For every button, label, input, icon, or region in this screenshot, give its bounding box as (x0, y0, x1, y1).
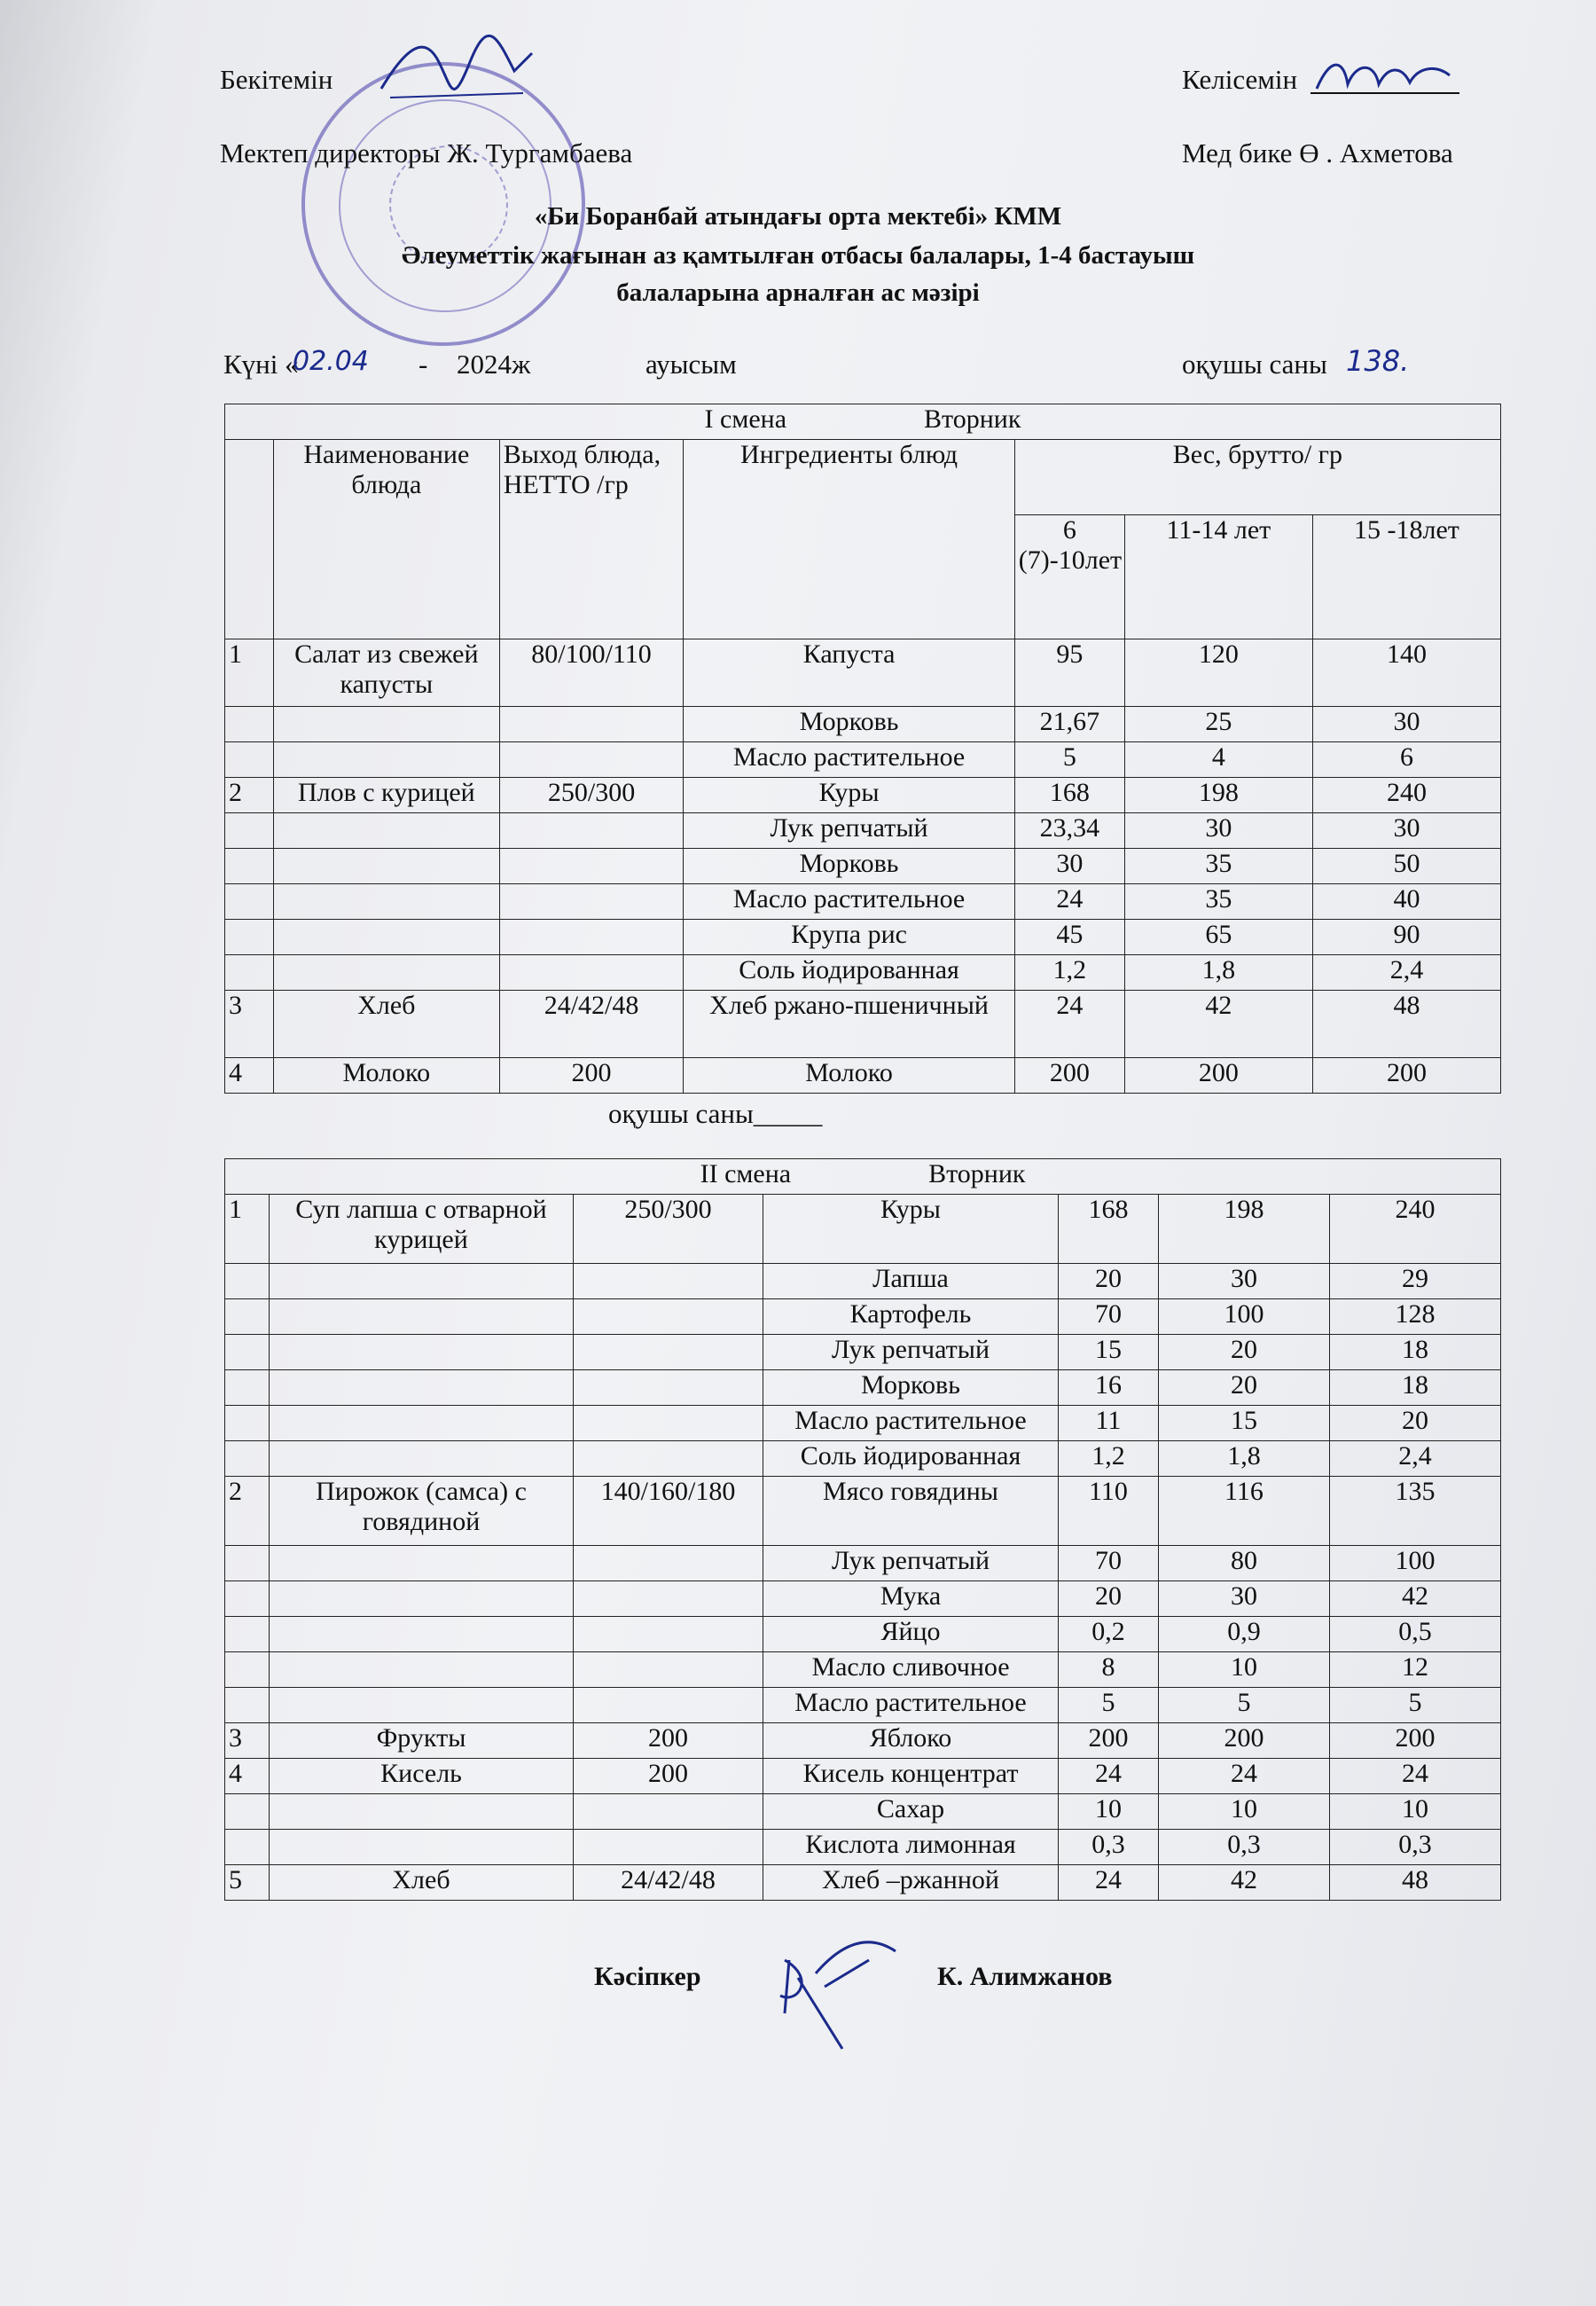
table-row (225, 1299, 1501, 1335)
table-row (225, 849, 1501, 884)
weight-age-11-14: 35 (1124, 849, 1312, 884)
dish-yield: 200 (574, 1723, 763, 1759)
table-row (225, 1865, 1501, 1901)
ingredient-name: Соль йодированная (763, 1441, 1059, 1477)
weight-age-11-14: 24 (1159, 1759, 1330, 1794)
table-row (225, 778, 1501, 813)
dish-yield (499, 920, 684, 955)
weight-age-6-10: 168 (1014, 778, 1124, 813)
weight-age-6-10: 16 (1059, 1370, 1159, 1406)
weight-age-6-10: 11 (1059, 1406, 1159, 1441)
ingredient-name: Кислота лимонная (763, 1830, 1059, 1865)
row-number: 3 (225, 1723, 270, 1759)
table-row (225, 1406, 1501, 1441)
ingredient-name: Масло растительное (763, 1688, 1059, 1723)
ingredient-name: Лук репчатый (763, 1546, 1059, 1581)
weight-age-6-10: 45 (1014, 920, 1124, 955)
dish-yield (574, 1264, 763, 1299)
menu-table-shift-2 (224, 1158, 1501, 1901)
date-dash: - (419, 349, 428, 380)
row-number (225, 813, 274, 849)
table-row (225, 1759, 1501, 1794)
row-number (225, 1299, 270, 1335)
weight-age-6-10: 95 (1014, 639, 1124, 707)
weight-age-15-18: 2,4 (1330, 1441, 1501, 1477)
dish-yield: 200 (499, 1058, 684, 1094)
weight-age-6-10: 70 (1059, 1299, 1159, 1335)
weight-age-15-18: 140 (1312, 639, 1500, 707)
ingredient-name: Хлеб –ржанной (763, 1865, 1059, 1901)
weight-age-6-10: 15 (1059, 1335, 1159, 1370)
shift-label: I смена (704, 404, 787, 434)
weight-age-15-18: 30 (1312, 813, 1500, 849)
dish-name (273, 884, 499, 920)
dish-name (273, 813, 499, 849)
ingredient-name: Масло сливочное (763, 1652, 1059, 1688)
col-ingredients-header: Ингредиенты блюд (684, 440, 1014, 639)
weight-age-11-14: 15 (1159, 1406, 1330, 1441)
ingredient-name: Яйцо (763, 1617, 1059, 1652)
dish-name (273, 849, 499, 884)
ingredient-name: Куры (763, 1195, 1059, 1264)
dish-name: Хлеб (270, 1865, 574, 1901)
dish-name (270, 1441, 574, 1477)
entrepreneur-label: Кәсіпкер (594, 1962, 701, 1991)
entrepreneur-signature (763, 1925, 904, 2058)
row-number (225, 1617, 270, 1652)
ingredient-name: Морковь (684, 849, 1014, 884)
dish-name: Плов с курицей (273, 778, 499, 813)
weight-age-11-14: 42 (1124, 991, 1312, 1058)
weight-age-11-14: 100 (1159, 1299, 1330, 1335)
approve-label: Бекітемін (220, 64, 333, 95)
weight-age-6-10: 23,34 (1014, 813, 1124, 849)
weight-age-11-14: 4 (1124, 742, 1312, 778)
weight-age-15-18: 135 (1330, 1477, 1501, 1546)
weight-age-15-18: 24 (1330, 1759, 1501, 1794)
dish-yield (574, 1370, 763, 1406)
ingredient-name: Капуста (684, 639, 1014, 707)
dish-name (270, 1335, 574, 1370)
row-number (225, 1406, 270, 1441)
dish-yield (574, 1830, 763, 1865)
weight-age-11-14: 80 (1159, 1546, 1330, 1581)
table-row (225, 920, 1501, 955)
weight-age-11-14: 198 (1159, 1195, 1330, 1264)
table-row (225, 1264, 1501, 1299)
ingredient-name: Лапша (763, 1264, 1059, 1299)
weight-age-6-10: 168 (1059, 1195, 1159, 1264)
weight-age-15-18: 48 (1312, 991, 1500, 1058)
row-number: 2 (225, 1477, 270, 1546)
weight-age-15-18: 2,4 (1312, 955, 1500, 991)
row-number: 4 (225, 1759, 270, 1794)
weight-age-6-10: 20 (1059, 1264, 1159, 1299)
row-number (225, 1441, 270, 1477)
dish-yield: 80/100/110 (499, 639, 684, 707)
row-number (225, 1546, 270, 1581)
row-number (225, 849, 274, 884)
table-row (225, 991, 1501, 1058)
weight-age-15-18: 128 (1330, 1299, 1501, 1335)
weight-age-6-10: 110 (1059, 1477, 1159, 1546)
menu-subtitle-1: Әлеуметтік жағынан аз қамтылған отбасы балалары, 1-4 бастауыш (401, 241, 1195, 270)
dish-yield: 250/300 (574, 1195, 763, 1264)
dish-yield (574, 1581, 763, 1617)
dish-name (270, 1830, 574, 1865)
ingredient-name: Хлеб ржано-пшеничный (684, 991, 1014, 1058)
table-row (225, 813, 1501, 849)
table-row (225, 1794, 1501, 1830)
weight-age-6-10: 200 (1014, 1058, 1124, 1094)
table-row (225, 1723, 1501, 1759)
table-row (225, 1195, 1501, 1264)
ingredient-name: Масло растительное (763, 1406, 1059, 1441)
weight-age-6-10: 10 (1059, 1794, 1159, 1830)
col-dish-header: Наименование блюда (273, 440, 499, 639)
table-row (225, 742, 1501, 778)
weight-age-15-18: 200 (1312, 1058, 1500, 1094)
row-number: 1 (225, 639, 274, 707)
dish-name (270, 1299, 574, 1335)
row-number (225, 1830, 270, 1865)
dish-name: Хлеб (273, 991, 499, 1058)
ingredient-name: Лук репчатый (763, 1335, 1059, 1370)
weight-age-11-14: 200 (1159, 1723, 1330, 1759)
weight-age-6-10: 0,3 (1059, 1830, 1159, 1865)
weight-age-11-14: 200 (1124, 1058, 1312, 1094)
weight-age-11-14: 65 (1124, 920, 1312, 955)
dish-name: Суп лапша с отварной курицей (270, 1195, 574, 1264)
table-row (225, 639, 1501, 707)
weight-age-6-10: 0,2 (1059, 1617, 1159, 1652)
weight-age-15-18: 12 (1330, 1652, 1501, 1688)
dish-name: Молоко (273, 1058, 499, 1094)
ingredient-name: Морковь (763, 1370, 1059, 1406)
weight-age-11-14: 10 (1159, 1794, 1330, 1830)
dish-name (270, 1652, 574, 1688)
row-number: 4 (225, 1058, 274, 1094)
day-label: Вторник (924, 404, 1021, 434)
dish-name: Пирожок (самса) с говядиной (270, 1477, 574, 1546)
dish-yield (499, 884, 684, 920)
ingredient-name: Крупа рис (684, 920, 1014, 955)
dish-name (270, 1794, 574, 1830)
row-number (225, 1652, 270, 1688)
year-label: 2024ж (457, 349, 531, 380)
dish-yield (574, 1406, 763, 1441)
weight-age-6-10: 5 (1014, 742, 1124, 778)
weight-age-11-14: 30 (1159, 1581, 1330, 1617)
col-yield-header: Выход блюда, НЕТТО /гр (499, 440, 684, 639)
col-weight-header: Вес, брутто/ гр (1014, 440, 1500, 515)
table-row (225, 1477, 1501, 1546)
dish-name (273, 955, 499, 991)
col-age-15-18: 15 -18лет (1312, 515, 1500, 639)
agree-label: Келісемін (1182, 64, 1298, 95)
table-row (225, 955, 1501, 991)
dish-yield: 140/160/180 (574, 1477, 763, 1546)
dish-name: Кисель (270, 1759, 574, 1794)
day-label: Вторник (928, 1159, 1026, 1188)
table-row (225, 1058, 1501, 1094)
weight-age-15-18: 6 (1312, 742, 1500, 778)
row-number (225, 1688, 270, 1723)
director-signature (372, 27, 541, 111)
weight-age-6-10: 24 (1014, 991, 1124, 1058)
weight-age-15-18: 240 (1330, 1195, 1501, 1264)
table-row (225, 1830, 1501, 1865)
weight-age-6-10: 24 (1059, 1759, 1159, 1794)
dish-yield: 250/300 (499, 778, 684, 813)
row-number (225, 920, 274, 955)
dish-name (273, 742, 499, 778)
weight-age-6-10: 20 (1059, 1581, 1159, 1617)
table-row (225, 1617, 1501, 1652)
weight-age-15-18: 240 (1312, 778, 1500, 813)
weight-age-11-14: 120 (1124, 639, 1312, 707)
table-row (225, 1335, 1501, 1370)
director-name: Мектеп директоры Ж. Тургамбаева (220, 137, 633, 169)
dish-name (270, 1406, 574, 1441)
row-number (225, 707, 274, 742)
weight-age-6-10: 24 (1014, 884, 1124, 920)
ingredient-name: Яблоко (763, 1723, 1059, 1759)
table-header-row (225, 404, 1501, 440)
weight-age-15-18: 18 (1330, 1335, 1501, 1370)
row-number (225, 1581, 270, 1617)
weight-age-6-10: 8 (1059, 1652, 1159, 1688)
shift-label: II смена (700, 1159, 792, 1188)
shift-label: ауысым (645, 349, 737, 380)
weight-age-6-10: 21,67 (1014, 707, 1124, 742)
weight-age-11-14: 10 (1159, 1652, 1330, 1688)
weight-age-11-14: 35 (1124, 884, 1312, 920)
students-label: оқушы саны (1182, 349, 1327, 380)
table-header-row (225, 1159, 1501, 1195)
weight-age-11-14: 0,9 (1159, 1617, 1330, 1652)
ingredient-name: Картофель (763, 1299, 1059, 1335)
weight-age-6-10: 24 (1059, 1865, 1159, 1901)
menu-table-shift-1 (224, 404, 1501, 1094)
table-row (225, 1652, 1501, 1688)
students-count-shift-2: оқушы саны_____ (608, 1098, 823, 1129)
dish-name (273, 920, 499, 955)
row-number: 5 (225, 1865, 270, 1901)
ingredient-name: Соль йодированная (684, 955, 1014, 991)
dish-name: Фрукты (270, 1723, 574, 1759)
weight-age-6-10: 1,2 (1059, 1441, 1159, 1477)
dish-name (270, 1617, 574, 1652)
weight-age-11-14: 20 (1159, 1370, 1330, 1406)
ingredient-name: Сахар (763, 1794, 1059, 1830)
table-row (225, 707, 1501, 742)
weight-age-15-18: 42 (1330, 1581, 1501, 1617)
weight-age-15-18: 200 (1330, 1723, 1501, 1759)
weight-age-15-18: 48 (1330, 1865, 1501, 1901)
dish-yield (574, 1688, 763, 1723)
row-number (225, 1794, 270, 1830)
weight-age-11-14: 30 (1159, 1264, 1330, 1299)
ingredient-name: Морковь (684, 707, 1014, 742)
dish-yield (574, 1546, 763, 1581)
weight-age-11-14: 1,8 (1159, 1441, 1330, 1477)
dish-name (270, 1688, 574, 1723)
ingredient-name: Мясо говядины (763, 1477, 1059, 1546)
table-row (225, 1688, 1501, 1723)
weight-age-6-10: 30 (1014, 849, 1124, 884)
dish-yield (499, 955, 684, 991)
dish-yield (499, 813, 684, 849)
ingredient-name: Молоко (684, 1058, 1014, 1094)
table-row (225, 1370, 1501, 1406)
nurse-signature (1312, 49, 1454, 98)
row-number: 2 (225, 778, 274, 813)
date-value: 02.04 (293, 346, 369, 377)
ingredient-name: Лук репчатый (684, 813, 1014, 849)
row-number (225, 884, 274, 920)
row-number (225, 955, 274, 991)
dish-yield (499, 742, 684, 778)
ingredient-name: Кисель концентрат (763, 1759, 1059, 1794)
weight-age-11-14: 5 (1159, 1688, 1330, 1723)
ingredient-name: Масло растительное (684, 884, 1014, 920)
col-age-6-10: 6 (7)-10лет (1014, 515, 1124, 639)
dish-name (273, 707, 499, 742)
ingredient-name: Масло растительное (684, 742, 1014, 778)
dish-name (270, 1264, 574, 1299)
shift-day-header (225, 1159, 1501, 1195)
weight-age-11-14: 30 (1124, 813, 1312, 849)
students-value: 138. (1346, 344, 1410, 378)
weight-age-15-18: 100 (1330, 1546, 1501, 1581)
table-row (225, 1546, 1501, 1581)
table-row (225, 1581, 1501, 1617)
weight-age-6-10: 200 (1059, 1723, 1159, 1759)
dish-yield: 24/42/48 (499, 991, 684, 1058)
weight-age-6-10: 5 (1059, 1688, 1159, 1723)
table-row (225, 884, 1501, 920)
menu-subtitle-2: балаларына арналған ас мәзірі (616, 278, 980, 307)
weight-age-15-18: 5 (1330, 1688, 1501, 1723)
dish-yield (499, 849, 684, 884)
weight-age-6-10: 1,2 (1014, 955, 1124, 991)
weight-age-11-14: 42 (1159, 1865, 1330, 1901)
weight-age-11-14: 0,3 (1159, 1830, 1330, 1865)
weight-age-15-18: 10 (1330, 1794, 1501, 1830)
dish-yield (574, 1441, 763, 1477)
weight-age-11-14: 116 (1159, 1477, 1330, 1546)
table-row (225, 1441, 1501, 1477)
row-number (225, 742, 274, 778)
dish-name: Салат из свежей капусты (273, 639, 499, 707)
dish-yield (499, 707, 684, 742)
ingredient-name: Куры (684, 778, 1014, 813)
weight-age-6-10: 70 (1059, 1546, 1159, 1581)
weight-age-15-18: 18 (1330, 1370, 1501, 1406)
row-number: 1 (225, 1195, 270, 1264)
school-name: «Би Боранбай атындағы орта мектебі» КММ (534, 202, 1062, 231)
weight-age-15-18: 20 (1330, 1406, 1501, 1441)
shift-day-header (225, 404, 1501, 440)
weight-age-15-18: 0,5 (1330, 1617, 1501, 1652)
dish-yield (574, 1794, 763, 1830)
ingredient-name: Мука (763, 1581, 1059, 1617)
date-label: Күні « (223, 349, 299, 380)
weight-age-15-18: 50 (1312, 849, 1500, 884)
dish-yield (574, 1299, 763, 1335)
weight-age-15-18: 90 (1312, 920, 1500, 955)
row-number (225, 1264, 270, 1299)
dish-name (270, 1546, 574, 1581)
weight-age-11-14: 20 (1159, 1335, 1330, 1370)
dish-yield (574, 1652, 763, 1688)
col-age-11-14: 11-14 лет (1124, 515, 1312, 639)
row-number (225, 1370, 270, 1406)
weight-age-15-18: 30 (1312, 707, 1500, 742)
dish-name (270, 1370, 574, 1406)
entrepreneur-name: К. Алимжанов (937, 1962, 1113, 1991)
weight-age-15-18: 0,3 (1330, 1830, 1501, 1865)
dish-yield: 24/42/48 (574, 1865, 763, 1901)
dish-yield: 200 (574, 1759, 763, 1794)
nurse-name: Мед бике Ө . Ахметова (1182, 137, 1453, 169)
dish-yield (574, 1335, 763, 1370)
row-number: 3 (225, 991, 274, 1058)
weight-age-15-18: 40 (1312, 884, 1500, 920)
weight-age-15-18: 29 (1330, 1264, 1501, 1299)
weight-age-11-14: 1,8 (1124, 955, 1312, 991)
weight-age-11-14: 25 (1124, 707, 1312, 742)
dish-yield (574, 1617, 763, 1652)
row-number (225, 1335, 270, 1370)
weight-age-11-14: 198 (1124, 778, 1312, 813)
dish-name (270, 1581, 574, 1617)
